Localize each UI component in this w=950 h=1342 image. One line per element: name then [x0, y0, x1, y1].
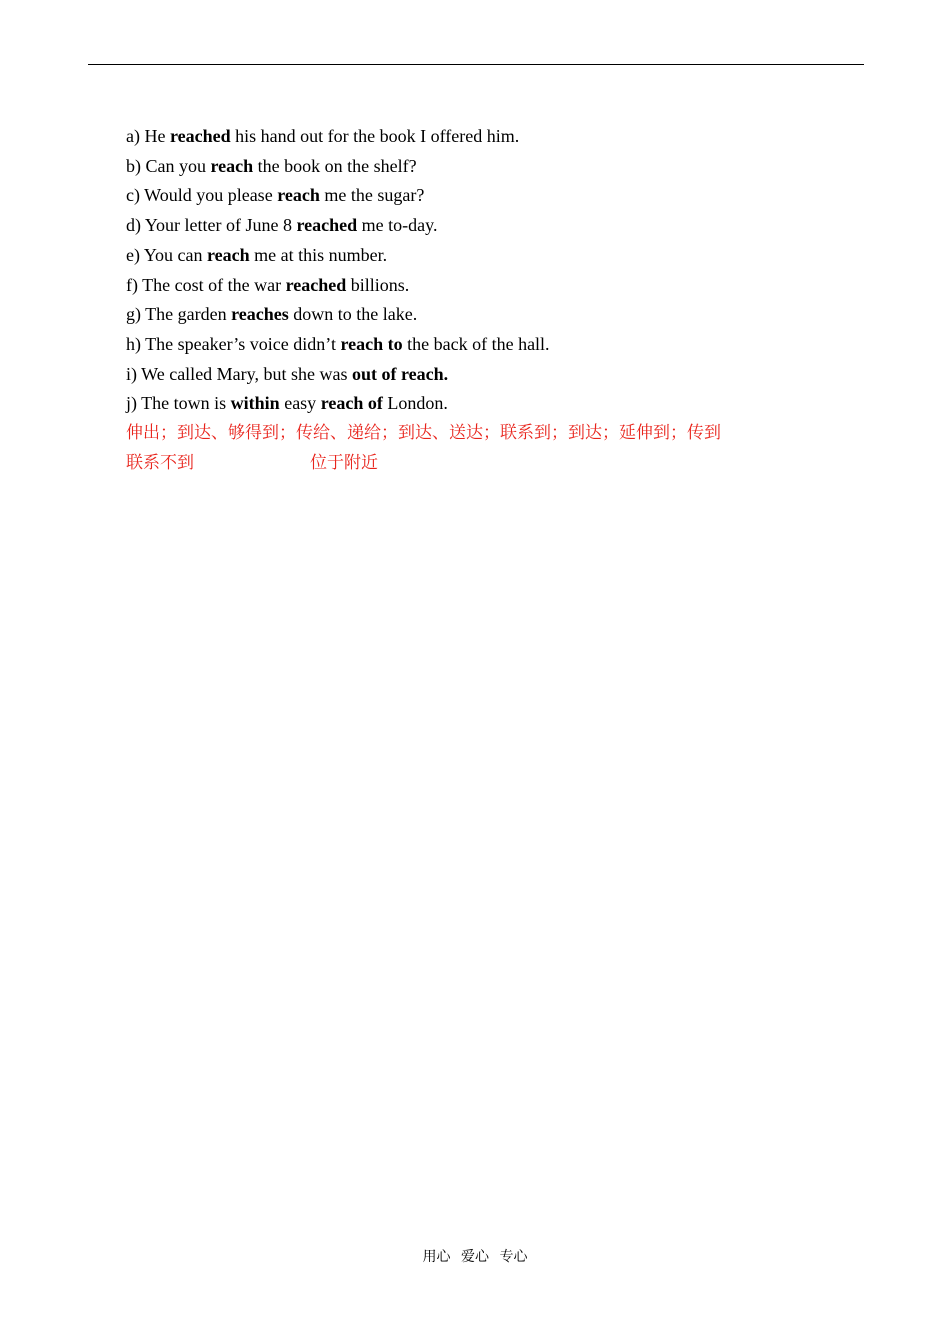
keyword: reach [207, 244, 250, 265]
keyword: reach of [320, 393, 383, 414]
keyword: reaches [231, 304, 289, 325]
sentence-text: a) He [126, 126, 170, 146]
sentence-text: his hand out for the book I offered him. [230, 126, 520, 146]
sentence-text: me the sugar? [319, 185, 425, 206]
sentence-i [126, 360, 826, 390]
sentence-text: e) You can [126, 244, 207, 265]
sentence-j [126, 389, 826, 419]
sentence-text: the book on the shelf? [253, 155, 417, 176]
sentence-b [126, 152, 826, 182]
sentence-f [126, 271, 826, 301]
sentence-text: d) Your letter of June 8 [126, 215, 297, 236]
sentence-text: easy [279, 393, 321, 414]
sentence-a [126, 122, 826, 152]
keyword: reach to [340, 333, 403, 354]
sentence-text: g) The garden [126, 304, 232, 325]
keyword: reached [169, 126, 231, 146]
sentence-text: down to the lake. [288, 304, 418, 325]
sentence-text: c) Would you please [126, 185, 278, 206]
keyword: reach [210, 155, 254, 176]
keyword: out of reach. [351, 363, 449, 384]
sentence-e [126, 241, 826, 271]
sentence-text: London. [382, 393, 448, 414]
sentence-text: i) We called Mary, but she was [126, 363, 352, 384]
sentence-text: me to-day. [357, 215, 438, 236]
sentence-text: me at this number. [249, 244, 388, 265]
sentence-text: j) The town is [126, 393, 231, 414]
keyword: within [230, 393, 280, 414]
translation-line-2 [126, 449, 826, 479]
sentence-text: b) Can you [126, 155, 211, 176]
page-footer: 用心 爱心 专心 [422, 1249, 528, 1265]
translation-line-1: 伸出；到达、够得到；传给、递给；到达、送达；联系到；到达；延伸到；传到 [126, 423, 721, 444]
keyword: reached [285, 274, 347, 295]
sentence-text: h) The speaker’s voice didn’t [126, 333, 341, 354]
translation-within-reach: 位于附近 [310, 452, 378, 473]
keyword: reach [277, 185, 320, 206]
sentence-g [126, 300, 826, 330]
translation-out-of-reach: 联系不到 [126, 452, 194, 473]
sentence-c [126, 181, 826, 211]
sentence-text: billions. [346, 274, 410, 295]
sentence-d [126, 211, 826, 241]
sentence-h [126, 330, 826, 360]
header-rule [88, 64, 864, 65]
sentence-text: f) The cost of the war [126, 274, 286, 295]
document-body [126, 122, 826, 478]
sentence-text: the back of the hall. [402, 333, 550, 354]
keyword: reached [296, 215, 358, 236]
